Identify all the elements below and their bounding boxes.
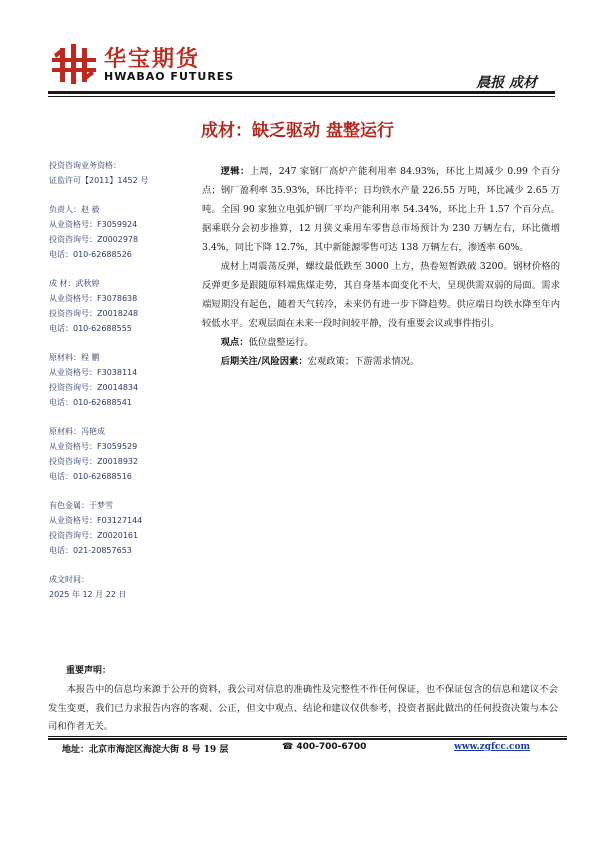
date-value: 2025 年 12 月 22 日 — [49, 590, 127, 599]
analyst-name: 原材料：程 鹏 — [49, 353, 100, 362]
company-name-cn: 华宝期货 — [104, 47, 201, 72]
analyst-phone: 电话：010-62688555 — [49, 324, 132, 333]
hwabao-logo-icon — [50, 44, 98, 84]
analyst-name: 原材料：冯艳成 — [49, 427, 105, 436]
market-paragraph: 成材上周震荡反弹，螺纹最低跌至 3000 上方，热卷短暂跌破 3200。钢材价格的反弹更多是跟随原料端焦煤走势，其自身基本面变化不大，呈现供需双弱的局面。需求端短期没有起色，随着天气转冷，未来仍有进一步下降趋势。供应端日均铁水降至年内较低水平。宏观层面在未来一段时间较平静，没有重要会议或事件指引。 — [202, 261, 560, 329]
view-paragraph — [202, 333, 560, 352]
header-divider-thin — [48, 96, 555, 97]
analyst-qualification: 从业资格号：F3038114 — [49, 368, 138, 377]
analyst-name: 成 材：武秋婷 — [49, 279, 100, 288]
analyst-qualification: 从业资格号：F3078638 — [49, 294, 138, 303]
disclaimer-heading: 重要声明： — [66, 666, 112, 676]
license-label: 投资咨询业务资格： — [49, 161, 121, 170]
analyst-sidebar — [49, 158, 199, 616]
report-body — [202, 162, 560, 371]
footer-divider — [48, 736, 567, 737]
logic-label: 逻辑： — [220, 166, 250, 177]
analyst-consult-number: 投资咨询号：Z0020161 — [49, 531, 139, 540]
risk-paragraph — [202, 352, 560, 371]
risk-text: 宏观政策；下游需求情况。 — [307, 356, 420, 367]
company-name-en: HWABAO FUTURES — [104, 70, 235, 83]
analyst-card — [49, 424, 199, 484]
analyst-card — [49, 202, 199, 262]
analyst-card — [49, 498, 199, 558]
footer-website-link[interactable]: www.zgfcc.com — [454, 742, 530, 752]
view-text: 低位盘整运行。 — [248, 337, 314, 348]
date-block — [49, 572, 199, 602]
analyst-qualification: 从业资格号：F3059924 — [49, 220, 138, 229]
analyst-card — [49, 276, 199, 336]
analyst-consult-number: 投资咨询号：Z0002978 — [49, 235, 139, 244]
analyst-phone: 电话：021-20857653 — [49, 546, 132, 555]
logic-text: 上周，247 家钢厂高炉产能利用率 84.93%，环比上周减少 0.99 个百分点；钢厂盈利率 35.93%，环比持平；日均铁水产量 226.55 万吨，环比减少 2.65 万吨。全国 90 家独立电弧炉钢厂平均产能利用率 54.34%，环比上升 1.57 个百分点。据乘联分会初步推算，12 月狭义乘用车零售总市场预计为 230 万辆左右，环比微增 3.4%，同比下降 12.7%，其中新能源零售可达 138 万辆左右，渗透率 60%。 — [202, 166, 560, 253]
disclaimer-text: 本报告中的信息均来源于公开的资料，我公司对信息的准确性及完整性不作任何保证，也不保证包含的信息和建议不会发生变更，我们已力求报告内容的客观、公正，但文中观点、结论和建议仅供参考，投资者据此做出的任何投资决策与本公司和作者无关。 — [48, 684, 558, 732]
analyst-name: 负责人：赵 毅 — [49, 205, 100, 214]
date-label: 成文时间： — [49, 575, 89, 584]
footer-phone: ☎ 400-700-6700 — [282, 742, 367, 752]
analyst-consult-number: 投资咨询号：Z0018932 — [49, 457, 139, 466]
logic-paragraph — [202, 162, 560, 257]
view-label: 观点： — [220, 337, 249, 348]
analyst-qualification: 从业资格号：F3059529 — [49, 442, 138, 451]
analyst-qualification: 从业资格号：F03127144 — [49, 516, 143, 525]
report-title: 成材：缺乏驱动 盘整运行 — [201, 121, 394, 141]
analyst-phone: 电话：010-62688516 — [49, 472, 132, 481]
footer-divider-thick — [48, 738, 567, 740]
header-divider — [48, 91, 555, 94]
license-number: 证监许可【2011】1452 号 — [49, 176, 149, 185]
risk-label: 后期关注/风险因素： — [220, 356, 308, 367]
analyst-phone: 电话：010-62688541 — [49, 398, 132, 407]
report-type: 晨报 成材 — [476, 75, 537, 91]
analyst-card — [49, 350, 199, 410]
analyst-consult-number: 投资咨询号：Z0014834 — [49, 383, 139, 392]
license-block — [49, 158, 199, 188]
analyst-consult-number: 投资咨询号：Z0018248 — [49, 309, 139, 318]
analyst-phone: 电话：010-62688526 — [49, 250, 132, 259]
footer-address: 地址：北京市海淀区海淀大街 8 号 19 层 — [62, 745, 229, 755]
analyst-name: 有色金属：于梦雪 — [49, 501, 113, 510]
